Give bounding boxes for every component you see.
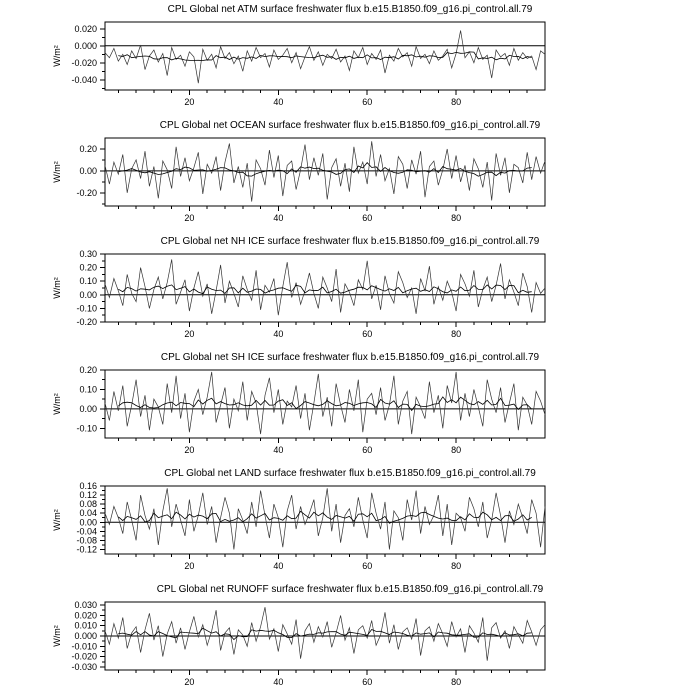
x-tick-label: 80 bbox=[451, 329, 462, 339]
x-tick-label: 80 bbox=[451, 677, 462, 687]
y-tick-label: -0.10 bbox=[76, 303, 97, 314]
chart-title-atm: CPL Global net ATM surface freshwater flux b.e15.B1850.f09_g16.pi_control.all.79 bbox=[167, 4, 533, 15]
chart-title-land: CPL Global net LAND surface freshwater flux b.e15.B1850.f09_g16.pi_control.all.79 bbox=[164, 468, 536, 479]
y-tick-label: 0.16 bbox=[79, 481, 97, 491]
y-tick-label: 0.30 bbox=[79, 249, 97, 259]
y-tick-label: 0.10 bbox=[79, 276, 97, 287]
y-tick-label: -0.040 bbox=[71, 74, 97, 85]
y-tick-label: 0.020 bbox=[74, 610, 97, 621]
smoothed-line bbox=[118, 511, 531, 523]
chart-panel-atm bbox=[0, 0, 700, 116]
y-tick-label: -0.020 bbox=[71, 57, 97, 68]
chart-panel-land bbox=[0, 464, 700, 580]
y-tick-label: 0.00 bbox=[79, 403, 97, 414]
x-tick-label: 60 bbox=[362, 445, 373, 455]
x-tick-label: 80 bbox=[451, 445, 462, 455]
y-tick-label: 0.10 bbox=[79, 384, 97, 395]
chart-panel-ocean bbox=[0, 116, 700, 232]
y-tick-label: -0.020 bbox=[71, 651, 97, 662]
chart-title-sh-ice: CPL Global net SH ICE surface freshwater flux b.e15.B1850.f09_g16.pi_control.all.79 bbox=[160, 352, 540, 363]
y-tick-label: -0.04 bbox=[76, 526, 97, 537]
y-axis-label: W/m² bbox=[52, 161, 62, 183]
chart-plot-sh-ice bbox=[0, 364, 700, 464]
chart-plot-atm bbox=[0, 16, 700, 116]
chart-title-runoff: CPL Global net RUNOFF surface freshwater flux b.e15.B1850.f09_g16.pi_control.all.79 bbox=[156, 584, 544, 595]
y-tick-label: -0.12 bbox=[76, 544, 97, 555]
x-tick-label: 20 bbox=[184, 97, 195, 107]
chart-plot-nh-ice bbox=[0, 248, 700, 348]
y-axis-label: W/m² bbox=[52, 509, 62, 531]
y-tick-label: -0.08 bbox=[76, 535, 97, 546]
y-tick-label: 0.000 bbox=[74, 631, 97, 641]
chart-title-nh-ice: CPL Global net NH ICE surface freshwater flux b.e15.B1850.f09_g16.pi_control.all.79 bbox=[160, 236, 540, 247]
y-axis-label: W/m² bbox=[52, 277, 62, 299]
series-line bbox=[105, 488, 545, 549]
x-tick-label: 20 bbox=[184, 213, 195, 223]
x-tick-label: 20 bbox=[184, 677, 195, 687]
chart-plot-ocean bbox=[0, 132, 700, 232]
y-tick-label: -0.030 bbox=[71, 661, 97, 672]
y-tick-label: 0.20 bbox=[79, 143, 97, 154]
y-tick-label: 0.12 bbox=[79, 490, 97, 501]
x-tick-label: 40 bbox=[273, 445, 284, 455]
x-tick-label: 40 bbox=[273, 329, 284, 339]
y-tick-label: 0.020 bbox=[74, 23, 97, 34]
y-tick-label: 0.04 bbox=[79, 508, 97, 519]
y-axis-label: W/m² bbox=[52, 625, 62, 647]
chart-panel-runoff bbox=[0, 580, 700, 696]
y-tick-label: -0.20 bbox=[76, 317, 97, 327]
chart-panel-nh-ice bbox=[0, 232, 700, 348]
series-line bbox=[105, 259, 545, 315]
x-tick-label: 20 bbox=[184, 445, 195, 455]
x-tick-label: 20 bbox=[184, 561, 195, 571]
x-tick-label: 40 bbox=[273, 677, 284, 687]
plot-frame bbox=[105, 370, 545, 438]
x-tick-label: 80 bbox=[451, 97, 462, 107]
y-tick-label: -0.010 bbox=[71, 641, 97, 652]
chart-plot-land bbox=[0, 480, 700, 580]
x-tick-label: 60 bbox=[362, 213, 373, 223]
y-tick-label: 0.00 bbox=[79, 165, 97, 176]
x-tick-label: 40 bbox=[273, 97, 284, 107]
y-tick-label: 0.08 bbox=[79, 499, 97, 510]
x-tick-label: 40 bbox=[273, 213, 284, 223]
series-line bbox=[105, 31, 545, 84]
y-tick-label: 0.20 bbox=[79, 262, 97, 273]
x-tick-label: 20 bbox=[184, 329, 195, 339]
x-tick-label: 60 bbox=[362, 97, 373, 107]
y-tick-label: 0.00 bbox=[79, 517, 97, 528]
y-tick-label: 0.000 bbox=[74, 40, 97, 51]
y-tick-label: 0.20 bbox=[79, 365, 97, 375]
chart-panel-sh-ice bbox=[0, 348, 700, 464]
series-line bbox=[105, 607, 545, 661]
y-tick-label: 0.030 bbox=[74, 600, 97, 611]
y-axis-label: W/m² bbox=[52, 393, 62, 415]
x-tick-label: 60 bbox=[362, 677, 373, 687]
y-tick-label: -0.20 bbox=[76, 187, 97, 198]
y-tick-label: -0.10 bbox=[76, 423, 97, 434]
x-tick-label: 60 bbox=[362, 329, 373, 339]
x-tick-label: 40 bbox=[273, 561, 284, 571]
chart-plot-runoff bbox=[0, 596, 700, 696]
x-tick-label: 60 bbox=[362, 561, 373, 571]
y-axis-label: W/m² bbox=[52, 45, 62, 67]
y-tick-label: 0.010 bbox=[74, 620, 97, 631]
x-tick-label: 80 bbox=[451, 213, 462, 223]
chart-title-ocean: CPL Global net OCEAN surface freshwater flux b.e15.B1850.f09_g16.pi_control.all.79 bbox=[159, 120, 541, 131]
x-tick-label: 80 bbox=[451, 561, 462, 571]
y-tick-label: 0.00 bbox=[79, 289, 97, 300]
